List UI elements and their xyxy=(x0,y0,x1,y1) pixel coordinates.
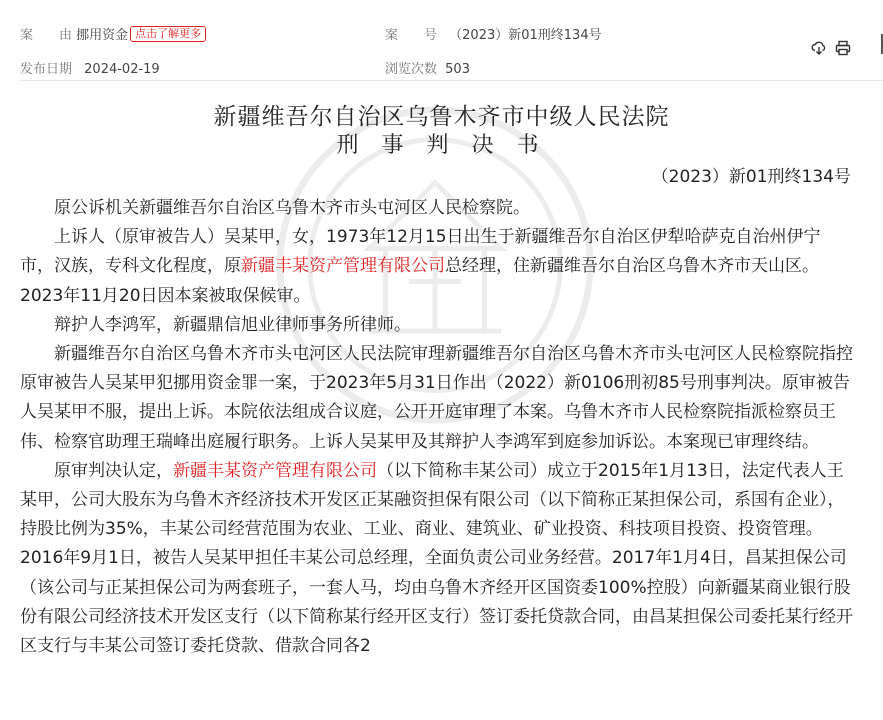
more-tag[interactable]: 点击了解更多 xyxy=(130,26,206,42)
paragraph-appellant-text-b: 总经理，住新疆维吾尔自治区乌鲁木齐市天山区。2023年11月20日因本案被取保候审。 xyxy=(20,256,819,306)
paragraph-defender: 辩护人李鸿军，新疆鼎信旭业律师事务所律师。 xyxy=(54,314,411,335)
meta-date xyxy=(20,58,160,77)
meta-views xyxy=(385,58,470,77)
paragraph-findings-text-b: （以下简称丰某公司）成立于2015年1月13日，法定代表人王某甲，公司大股东为乌鲁木齐经济技术开发区正某融资担保有限公司（以下简称正某担保公司，系国有企业），持股比例为35%，丰某公司经营范围为农业、工业、商业、建筑业、矿业投资、科技项目投资、投资管理。2016年9月1日，被告人吴某甲担任丰某公司总经理，全面负责公司业务经营。2017年1月4日，昌某担保公司（该公司与正某担保公司为两套班子，一套人马，均由乌鲁木齐经开区国资委100%控股）向新疆某商业银行股份有限公司经济技术开发区支行（以下简称某行经开区支行）签订委托贷款合同，由昌某担保公司委托某行经开区支行与丰某公司签订委托贷款、借款合同各2 xyxy=(20,460,853,657)
company-link[interactable]: 新疆丰某资产管理有限公司 xyxy=(241,256,445,277)
toolbar-icons xyxy=(811,40,851,56)
paragraph-prosecutor: 原公诉机关新疆维吾尔自治区乌鲁木齐市头屯河区人民检察院。 xyxy=(54,198,530,218)
cause-value: 挪用资金 xyxy=(76,28,129,43)
date-value: 2024-02-19 xyxy=(84,62,160,77)
paragraph-findings xyxy=(20,457,854,661)
court-name: 新疆维吾尔自治区乌鲁木齐市中级人民法院 xyxy=(213,104,670,130)
document-case-number: （2023）新01刑终134号 xyxy=(651,167,851,187)
paragraph-procedure: 新疆维吾尔自治区乌鲁木齐市头屯河区人民法院审理新疆维吾尔自治区乌鲁木齐市头屯河区人民检察院指控原审被告人吴某甲犯挪用资金罪一案，于2023年5月31日作出（2022）新0106刑初85号刑事判决。原审被告人吴某甲不服，提出上诉。本院依法组成合议庭，公开开庭审理了本案。乌鲁木齐市人民检察院指派检察员王伟、检察官助理王瑞峰出庭履行职务。上诉人吴某甲及其辩护人李鸿军到庭参加诉讼。本案现已审理终结。 xyxy=(20,344,853,452)
views-value: 503 xyxy=(445,62,470,77)
meta-cause xyxy=(20,24,206,43)
download-icon[interactable] xyxy=(811,40,827,56)
company-link[interactable]: 新疆丰某资产管理有限公司 xyxy=(173,460,377,481)
date-label: 发布日期 xyxy=(20,62,73,77)
cause-label: 案 由 xyxy=(20,28,73,43)
print-icon[interactable] xyxy=(835,40,851,56)
paragraph-findings-text-a: 原审判决认定， xyxy=(54,460,173,481)
header-divider xyxy=(20,80,883,81)
views-label: 浏览次数 xyxy=(385,62,438,77)
meta-caseno xyxy=(385,24,602,43)
paragraph-appellant-text-a: 上诉人（原审被告人）吴某甲，女，1973年12月15日出生于新疆维吾尔自治区伊犁哈萨克自治州伊宁市，汉族，专科文化程度，原 xyxy=(20,227,821,277)
caseno-label: 案 号 xyxy=(385,28,438,43)
judgment-body xyxy=(20,194,854,661)
document-type: 刑 事 判 决 书 xyxy=(336,133,547,158)
caseno-value: （2023）新01刑终134号 xyxy=(449,28,602,43)
paragraph-appellant xyxy=(20,223,854,311)
